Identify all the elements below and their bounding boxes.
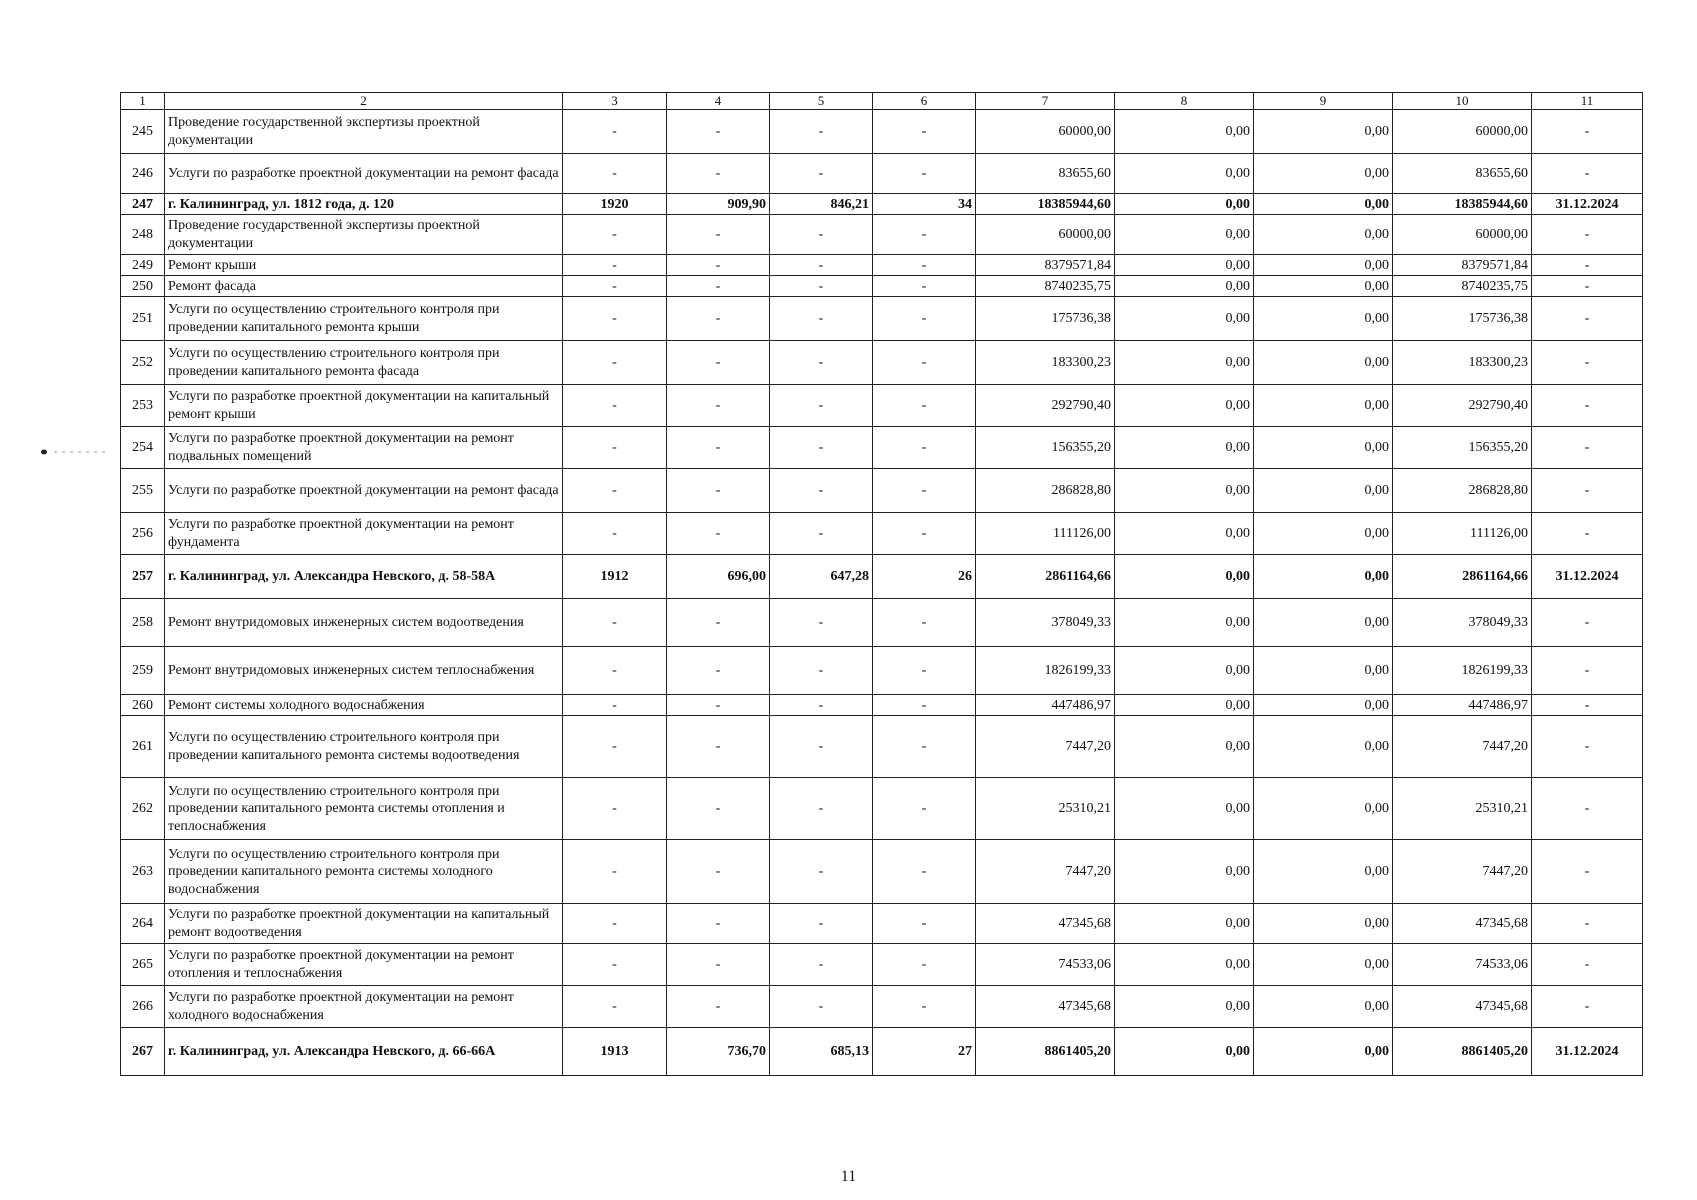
work-name-cell: Услуги по осуществлению строительного контроля при проведении капитального ремонта фасада (165, 341, 563, 385)
regional-funds-cell: 0,00 (1254, 695, 1393, 716)
residents-cell: - (873, 341, 976, 385)
deadline-cell: 31.12.2024 (1532, 194, 1643, 215)
column-header: 8 (1115, 93, 1254, 110)
deadline-cell: - (1532, 778, 1643, 840)
owner-funds-cell: 2861164,66 (1393, 555, 1532, 599)
total-area-cell: - (667, 904, 770, 944)
federal-funds-cell: 0,00 (1115, 555, 1254, 599)
deadline-cell: - (1532, 385, 1643, 427)
residents-cell: - (873, 385, 976, 427)
total-cost-cell: 8379571,84 (976, 255, 1115, 276)
regional-funds-cell: 0,00 (1254, 110, 1393, 154)
address-row (121, 1028, 1643, 1076)
total-area-cell: - (667, 944, 770, 986)
federal-funds-cell: 0,00 (1115, 276, 1254, 297)
table-row (121, 986, 1643, 1028)
total-area-cell: - (667, 469, 770, 513)
federal-funds-cell: 0,00 (1115, 154, 1254, 194)
table-row (121, 599, 1643, 647)
work-name-cell: Услуги по разработке проектной документации на ремонт фасада (165, 469, 563, 513)
owner-funds-cell: 175736,38 (1393, 297, 1532, 341)
table-row (121, 341, 1643, 385)
living-area-cell: - (770, 778, 873, 840)
total-area-cell: - (667, 110, 770, 154)
deadline-cell: - (1532, 840, 1643, 904)
row-number-cell: 255 (121, 469, 165, 513)
work-name-cell: Услуги по разработке проектной документации на ремонт подвальных помещений (165, 427, 563, 469)
total-cost-cell: 74533,06 (976, 944, 1115, 986)
column-header: 5 (770, 93, 873, 110)
year-built-cell: 1913 (563, 1028, 667, 1076)
deadline-cell: - (1532, 513, 1643, 555)
column-header: 3 (563, 93, 667, 110)
deadline-cell: - (1532, 110, 1643, 154)
residents-cell: - (873, 255, 976, 276)
residents-cell: - (873, 778, 976, 840)
regional-funds-cell: 0,00 (1254, 255, 1393, 276)
year-built-cell: - (563, 944, 667, 986)
total-area-cell: - (667, 695, 770, 716)
year-built-cell: - (563, 647, 667, 695)
total-cost-cell: 286828,80 (976, 469, 1115, 513)
federal-funds-cell: 0,00 (1115, 215, 1254, 255)
row-number-cell: 262 (121, 778, 165, 840)
total-area-cell: - (667, 599, 770, 647)
living-area-cell: - (770, 110, 873, 154)
row-number-cell: 247 (121, 194, 165, 215)
deadline-cell: - (1532, 695, 1643, 716)
table-row (121, 716, 1643, 778)
year-built-cell: - (563, 469, 667, 513)
year-built-cell: - (563, 385, 667, 427)
living-area-cell: - (770, 695, 873, 716)
residents-cell: - (873, 469, 976, 513)
year-built-cell: - (563, 840, 667, 904)
row-number-cell: 256 (121, 513, 165, 555)
year-built-cell: - (563, 110, 667, 154)
residents-cell: - (873, 154, 976, 194)
work-name-cell: Услуги по разработке проектной документации на ремонт фундамента (165, 513, 563, 555)
federal-funds-cell: 0,00 (1115, 840, 1254, 904)
row-number-cell: 251 (121, 297, 165, 341)
year-built-cell: - (563, 513, 667, 555)
total-area-cell: 696,00 (667, 555, 770, 599)
owner-funds-cell: 60000,00 (1393, 110, 1532, 154)
year-built-cell: - (563, 255, 667, 276)
work-name-cell: Услуги по осуществлению строительного контроля при проведении капитального ремонта системы холодного водоснабжения (165, 840, 563, 904)
table-row (121, 695, 1643, 716)
total-cost-cell: 7447,20 (976, 840, 1115, 904)
total-cost-cell: 18385944,60 (976, 194, 1115, 215)
table-row (121, 297, 1643, 341)
federal-funds-cell: 0,00 (1115, 469, 1254, 513)
row-number-cell: 260 (121, 695, 165, 716)
residents-cell: 27 (873, 1028, 976, 1076)
work-name-cell: г. Калининград, ул. Александра Невского, д. 66-66А (165, 1028, 563, 1076)
deadline-cell: - (1532, 944, 1643, 986)
column-number-row (121, 93, 1643, 110)
living-area-cell: - (770, 513, 873, 555)
regional-funds-cell: 0,00 (1254, 778, 1393, 840)
total-area-cell: - (667, 716, 770, 778)
capital-repair-table (120, 92, 1643, 1076)
owner-funds-cell: 378049,33 (1393, 599, 1532, 647)
table-row (121, 154, 1643, 194)
work-name-cell: Услуги по разработке проектной документации на ремонт фасада (165, 154, 563, 194)
owner-funds-cell: 47345,68 (1393, 904, 1532, 944)
regional-funds-cell: 0,00 (1254, 555, 1393, 599)
year-built-cell: 1920 (563, 194, 667, 215)
table-row (121, 904, 1643, 944)
living-area-cell: - (770, 276, 873, 297)
deadline-cell: - (1532, 341, 1643, 385)
owner-funds-cell: 47345,68 (1393, 986, 1532, 1028)
row-number-cell: 265 (121, 944, 165, 986)
address-row (121, 555, 1643, 599)
owner-funds-cell: 25310,21 (1393, 778, 1532, 840)
column-header: 11 (1532, 93, 1643, 110)
table-row (121, 944, 1643, 986)
column-header: 1 (121, 93, 165, 110)
residents-cell: - (873, 110, 976, 154)
owner-funds-cell: 292790,40 (1393, 385, 1532, 427)
year-built-cell: - (563, 215, 667, 255)
work-name-cell: Ремонт внутридомовых инженерных систем водоотведения (165, 599, 563, 647)
year-built-cell: - (563, 154, 667, 194)
deadline-cell: - (1532, 276, 1643, 297)
total-area-cell: - (667, 154, 770, 194)
regional-funds-cell: 0,00 (1254, 154, 1393, 194)
owner-funds-cell: 111126,00 (1393, 513, 1532, 555)
owner-funds-cell: 74533,06 (1393, 944, 1532, 986)
residents-cell: - (873, 276, 976, 297)
federal-funds-cell: 0,00 (1115, 695, 1254, 716)
total-area-cell: 736,70 (667, 1028, 770, 1076)
row-number-cell: 254 (121, 427, 165, 469)
deadline-cell: 31.12.2024 (1532, 555, 1643, 599)
work-name-cell: Услуги по осуществлению строительного контроля при проведении капитального ремонта системы отопления и теплоснабжения (165, 778, 563, 840)
total-cost-cell: 60000,00 (976, 110, 1115, 154)
owner-funds-cell: 8379571,84 (1393, 255, 1532, 276)
row-number-cell: 257 (121, 555, 165, 599)
residents-cell: - (873, 904, 976, 944)
total-cost-cell: 2861164,66 (976, 555, 1115, 599)
deadline-cell: - (1532, 647, 1643, 695)
owner-funds-cell: 447486,97 (1393, 695, 1532, 716)
row-number-cell: 264 (121, 904, 165, 944)
total-cost-cell: 83655,60 (976, 154, 1115, 194)
table-row (121, 778, 1643, 840)
work-name-cell: Услуги по разработке проектной документации на капитальный ремонт водоотведения (165, 904, 563, 944)
row-number-cell: 267 (121, 1028, 165, 1076)
residents-cell: - (873, 297, 976, 341)
work-name-cell: Услуги по осуществлению строительного контроля при проведении капитального ремонта крыши (165, 297, 563, 341)
federal-funds-cell: 0,00 (1115, 944, 1254, 986)
work-name-cell: Ремонт крыши (165, 255, 563, 276)
work-name-cell: г. Калининград, ул. Александра Невского, д. 58-58А (165, 555, 563, 599)
work-name-cell: Услуги по разработке проектной документации на ремонт холодного водоснабжения (165, 986, 563, 1028)
living-area-cell: - (770, 154, 873, 194)
year-built-cell: - (563, 599, 667, 647)
living-area-cell: - (770, 986, 873, 1028)
owner-funds-cell: 1826199,33 (1393, 647, 1532, 695)
year-built-cell: 1912 (563, 555, 667, 599)
federal-funds-cell: 0,00 (1115, 599, 1254, 647)
deadline-cell: - (1532, 904, 1643, 944)
residents-cell: - (873, 840, 976, 904)
total-area-cell: - (667, 427, 770, 469)
deadline-cell: - (1532, 154, 1643, 194)
table-row (121, 469, 1643, 513)
residents-cell: - (873, 599, 976, 647)
table-row (121, 215, 1643, 255)
living-area-cell: - (770, 255, 873, 276)
living-area-cell: - (770, 215, 873, 255)
column-header: 4 (667, 93, 770, 110)
residents-cell: - (873, 944, 976, 986)
regional-funds-cell: 0,00 (1254, 341, 1393, 385)
living-area-cell: - (770, 599, 873, 647)
column-header: 2 (165, 93, 563, 110)
table-row (121, 427, 1643, 469)
year-built-cell: - (563, 695, 667, 716)
owner-funds-cell: 83655,60 (1393, 154, 1532, 194)
year-built-cell: - (563, 904, 667, 944)
column-header: 7 (976, 93, 1115, 110)
total-area-cell: - (667, 276, 770, 297)
federal-funds-cell: 0,00 (1115, 1028, 1254, 1076)
federal-funds-cell: 0,00 (1115, 986, 1254, 1028)
year-built-cell: - (563, 716, 667, 778)
total-area-cell: - (667, 297, 770, 341)
page-number: 11 (840, 1168, 857, 1185)
total-cost-cell: 7447,20 (976, 716, 1115, 778)
year-built-cell: - (563, 297, 667, 341)
owner-funds-cell: 183300,23 (1393, 341, 1532, 385)
total-cost-cell: 1826199,33 (976, 647, 1115, 695)
total-cost-cell: 111126,00 (976, 513, 1115, 555)
row-number-cell: 266 (121, 986, 165, 1028)
table-row (121, 513, 1643, 555)
regional-funds-cell: 0,00 (1254, 215, 1393, 255)
total-area-cell: - (667, 840, 770, 904)
total-area-cell: - (667, 385, 770, 427)
federal-funds-cell: 0,00 (1115, 255, 1254, 276)
total-cost-cell: 25310,21 (976, 778, 1115, 840)
total-area-cell: - (667, 778, 770, 840)
owner-funds-cell: 8740235,75 (1393, 276, 1532, 297)
deadline-cell: - (1532, 297, 1643, 341)
work-name-cell: Проведение государственной экспертизы проектной документации (165, 110, 563, 154)
total-area-cell: - (667, 341, 770, 385)
total-cost-cell: 8861405,20 (976, 1028, 1115, 1076)
year-built-cell: - (563, 986, 667, 1028)
living-area-cell: - (770, 647, 873, 695)
work-name-cell: Ремонт внутридомовых инженерных систем теплоснабжения (165, 647, 563, 695)
residents-cell: - (873, 215, 976, 255)
work-name-cell: г. Калининград, ул. 1812 года, д. 120 (165, 194, 563, 215)
residents-cell: - (873, 695, 976, 716)
federal-funds-cell: 0,00 (1115, 513, 1254, 555)
federal-funds-cell: 0,00 (1115, 385, 1254, 427)
owner-funds-cell: 7447,20 (1393, 840, 1532, 904)
federal-funds-cell: 0,00 (1115, 427, 1254, 469)
residents-cell: - (873, 513, 976, 555)
total-cost-cell: 8740235,75 (976, 276, 1115, 297)
column-header: 10 (1393, 93, 1532, 110)
table-row (121, 840, 1643, 904)
table-row (121, 110, 1643, 154)
owner-funds-cell: 8861405,20 (1393, 1028, 1532, 1076)
residents-cell: 34 (873, 194, 976, 215)
federal-funds-cell: 0,00 (1115, 778, 1254, 840)
regional-funds-cell: 0,00 (1254, 427, 1393, 469)
federal-funds-cell: 0,00 (1115, 904, 1254, 944)
total-cost-cell: 175736,38 (976, 297, 1115, 341)
work-name-cell: Услуги по разработке проектной документации на капитальный ремонт крыши (165, 385, 563, 427)
work-name-cell: Ремонт фасада (165, 276, 563, 297)
federal-funds-cell: 0,00 (1115, 647, 1254, 695)
row-number-cell: 249 (121, 255, 165, 276)
residents-cell: - (873, 647, 976, 695)
regional-funds-cell: 0,00 (1254, 647, 1393, 695)
regional-funds-cell: 0,00 (1254, 297, 1393, 341)
row-number-cell: 259 (121, 647, 165, 695)
living-area-cell: 846,21 (770, 194, 873, 215)
total-cost-cell: 292790,40 (976, 385, 1115, 427)
regional-funds-cell: 0,00 (1254, 904, 1393, 944)
living-area-cell: - (770, 297, 873, 341)
row-number-cell: 253 (121, 385, 165, 427)
total-cost-cell: 47345,68 (976, 904, 1115, 944)
total-cost-cell: 183300,23 (976, 341, 1115, 385)
year-built-cell: - (563, 427, 667, 469)
table-row (121, 385, 1643, 427)
work-name-cell: Ремонт системы холодного водоснабжения (165, 695, 563, 716)
regional-funds-cell: 0,00 (1254, 944, 1393, 986)
living-area-cell: - (770, 341, 873, 385)
deadline-cell: - (1532, 716, 1643, 778)
owner-funds-cell: 60000,00 (1393, 215, 1532, 255)
total-area-cell: - (667, 986, 770, 1028)
deadline-cell: - (1532, 427, 1643, 469)
living-area-cell: - (770, 427, 873, 469)
living-area-cell: - (770, 385, 873, 427)
residents-cell: - (873, 716, 976, 778)
owner-funds-cell: 7447,20 (1393, 716, 1532, 778)
living-area-cell: - (770, 904, 873, 944)
row-number-cell: 248 (121, 215, 165, 255)
residents-cell: 26 (873, 555, 976, 599)
total-cost-cell: 60000,00 (976, 215, 1115, 255)
row-number-cell: 245 (121, 110, 165, 154)
address-row (121, 194, 1643, 215)
table-row (121, 276, 1643, 297)
regional-funds-cell: 0,00 (1254, 716, 1393, 778)
deadline-cell: - (1532, 986, 1643, 1028)
table-body (121, 110, 1643, 1076)
total-cost-cell: 447486,97 (976, 695, 1115, 716)
total-area-cell: - (667, 513, 770, 555)
regional-funds-cell: 0,00 (1254, 469, 1393, 513)
work-name-cell: Услуги по разработке проектной документации на ремонт отопления и теплоснабжения (165, 944, 563, 986)
regional-funds-cell: 0,00 (1254, 986, 1393, 1028)
living-area-cell: - (770, 716, 873, 778)
living-area-cell: 647,28 (770, 555, 873, 599)
column-header: 6 (873, 93, 976, 110)
living-area-cell: - (770, 469, 873, 513)
owner-funds-cell: 156355,20 (1393, 427, 1532, 469)
federal-funds-cell: 0,00 (1115, 110, 1254, 154)
year-built-cell: - (563, 778, 667, 840)
regional-funds-cell: 0,00 (1254, 385, 1393, 427)
margin-mark (40, 448, 112, 456)
deadline-cell: - (1532, 469, 1643, 513)
residents-cell: - (873, 986, 976, 1028)
residents-cell: - (873, 427, 976, 469)
living-area-cell: - (770, 840, 873, 904)
table-row (121, 255, 1643, 276)
regional-funds-cell: 0,00 (1254, 599, 1393, 647)
deadline-cell: - (1532, 215, 1643, 255)
owner-funds-cell: 286828,80 (1393, 469, 1532, 513)
total-area-cell: - (667, 647, 770, 695)
total-area-cell: - (667, 255, 770, 276)
deadline-cell: 31.12.2024 (1532, 1028, 1643, 1076)
total-area-cell: - (667, 215, 770, 255)
total-cost-cell: 378049,33 (976, 599, 1115, 647)
column-header: 9 (1254, 93, 1393, 110)
deadline-cell: - (1532, 599, 1643, 647)
year-built-cell: - (563, 341, 667, 385)
federal-funds-cell: 0,00 (1115, 341, 1254, 385)
total-cost-cell: 156355,20 (976, 427, 1115, 469)
work-name-cell: Проведение государственной экспертизы проектной документации (165, 215, 563, 255)
regional-funds-cell: 0,00 (1254, 1028, 1393, 1076)
federal-funds-cell: 0,00 (1115, 716, 1254, 778)
regional-funds-cell: 0,00 (1254, 513, 1393, 555)
living-area-cell: - (770, 944, 873, 986)
federal-funds-cell: 0,00 (1115, 297, 1254, 341)
row-number-cell: 246 (121, 154, 165, 194)
living-area-cell: 685,13 (770, 1028, 873, 1076)
deadline-cell: - (1532, 255, 1643, 276)
total-cost-cell: 47345,68 (976, 986, 1115, 1028)
federal-funds-cell: 0,00 (1115, 194, 1254, 215)
year-built-cell: - (563, 276, 667, 297)
row-number-cell: 263 (121, 840, 165, 904)
total-area-cell: 909,90 (667, 194, 770, 215)
row-number-cell: 252 (121, 341, 165, 385)
row-number-cell: 258 (121, 599, 165, 647)
work-name-cell: Услуги по осуществлению строительного контроля при проведении капитального ремонта системы водоотведения (165, 716, 563, 778)
owner-funds-cell: 18385944,60 (1393, 194, 1532, 215)
row-number-cell: 261 (121, 716, 165, 778)
table-row (121, 647, 1643, 695)
regional-funds-cell: 0,00 (1254, 276, 1393, 297)
regional-funds-cell: 0,00 (1254, 840, 1393, 904)
row-number-cell: 250 (121, 276, 165, 297)
regional-funds-cell: 0,00 (1254, 194, 1393, 215)
